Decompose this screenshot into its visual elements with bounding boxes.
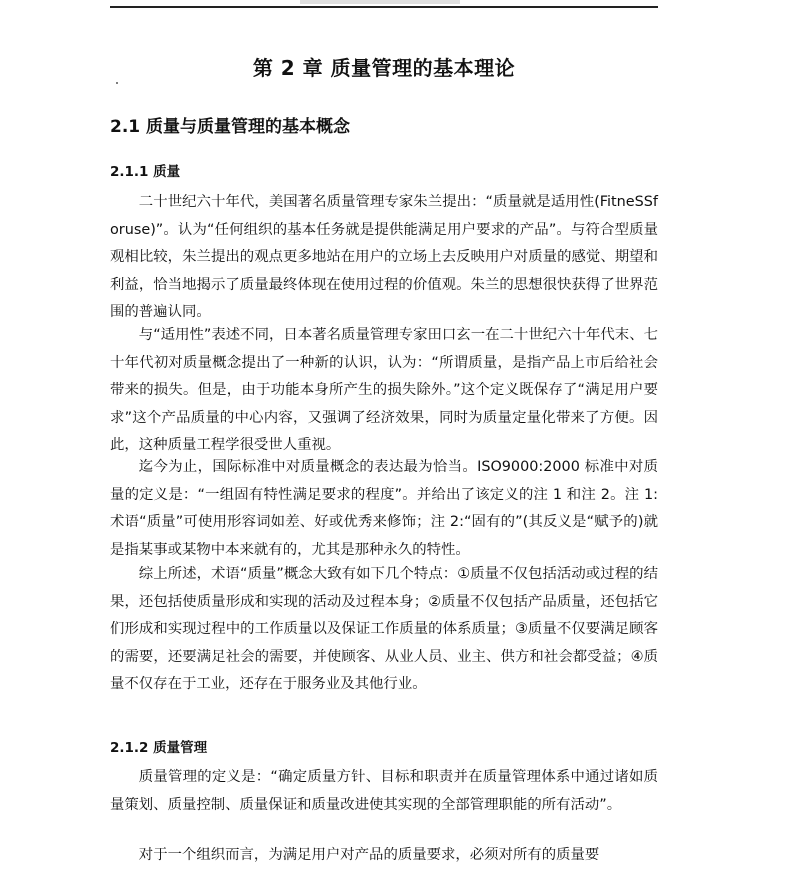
paragraph-4: 综上所述，术语“质量”概念大致有如下几个特点：①质量不仅包括活动或过程的结果，还包括使质量形成和实现的活动及过程本身；②质量不仅包括产品质量，还包括它们形成和实现过程中的工作质量以及保证工作质量的体系质量；③质量不仅要满足顾客的需要，还要满足社会的需要，并使顾客、从业人员、业主、供方和社会都受益；④质量不仅存在于工业，还存在于服务业及其他行业。 — [110, 566, 658, 693]
subsection-heading-2-1-2: 2.1.2 质量管理 — [110, 740, 208, 756]
paragraph-1: 二十世纪六十年代，美国著名质量管理专家朱兰提出：“质量就是适用性(FitneSSforuse)”。认为“任何组织的基本任务就是提供能满足用户要求的产品”。与符合型质量观相比较，朱兰提出的观点更多地站在用户的立场上去反映用户对质量的感觉、期望和利益，恰当地揭示了质量最终体现在使用过程的价值观。朱兰的思想很快获得了世界范围的普遍认同。 — [110, 194, 658, 321]
subsection-heading-2-1-1: 2.1.1 质量 — [110, 164, 181, 180]
chapter-title: 第 2 章 质量管理的基本理论 — [252, 56, 516, 80]
stray-mark — [116, 82, 118, 84]
paragraph-2: 与“适用性”表述不同，日本著名质量管理专家田口玄一在二十世纪六十年代末、七十年代初对质量概念提出了一种新的认识，认为：“所谓质量，是指产品上市后给社会带来的损失。但是，由于功能本身所产生的损失除外。”这个定义既保存了“满足用户要求”这个产品质量的中心内容，又强调了经济效果，同时为质量定量化带来了方便。因此，这种质量工程学很受世人重视。 — [110, 327, 658, 454]
header-rule — [110, 6, 658, 8]
running-header-remnant — [300, 0, 460, 4]
paragraph-6: 对于一个组织而言，为满足用户对产品的质量要求，必须对所有的质量要 — [138, 847, 600, 863]
paragraph-3: 迄今为止，国际标准中对质量概念的表达最为恰当。ISO9000:2000 标准中对质量的定义是：“一组固有特性满足要求的程度”。并给出了该定义的注 1 和注 2。注 1:术语“质量”可使用形容词如差、好或优秀来修饰；注 2:“固有的”(其反义是“赋予的)就是指某事或某物中本来就有的，尤其是那种永久的特性。 — [110, 459, 658, 558]
paragraph-5: 质量管理的定义是：“确定质量方针、目标和职责并在质量管理体系中通过诸如质量策划、质量控制、质量保证和质量改进使其实现的全部管理职能的所有活动”。 — [110, 769, 658, 813]
section-heading-2-1: 2.1 质量与质量管理的基本概念 — [110, 117, 351, 137]
